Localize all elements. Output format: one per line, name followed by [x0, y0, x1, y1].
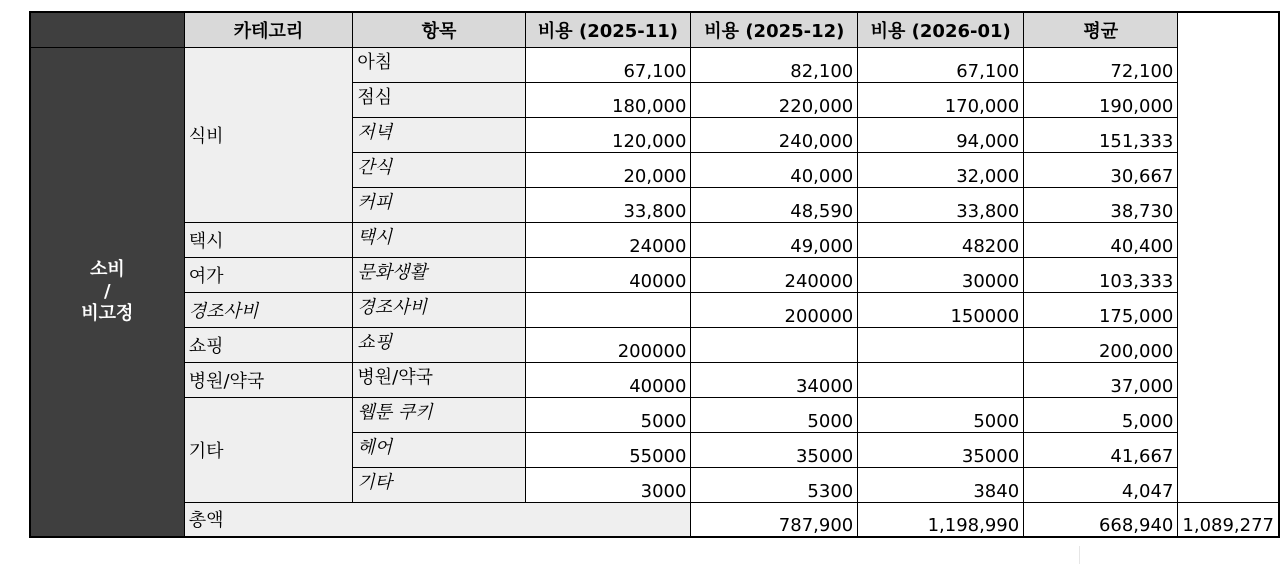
cost-cell[interactable] [858, 327, 1024, 362]
cost-cell[interactable] [525, 292, 691, 327]
header-row [30, 12, 1279, 47]
cost-cell[interactable]: 67,100 [525, 47, 691, 82]
average-cell[interactable]: 38,730 [1024, 187, 1178, 222]
cost-cell[interactable]: 200000 [691, 292, 858, 327]
cost-cell[interactable]: 55000 [525, 432, 691, 467]
category-cell-food[interactable]: 식비 [184, 47, 353, 222]
item-cell[interactable]: 기타 [353, 467, 525, 502]
cost-cell[interactable]: 49,000 [691, 222, 858, 257]
table-row [30, 257, 1279, 292]
average-cell[interactable]: 175,000 [1024, 292, 1178, 327]
table-row [30, 362, 1279, 397]
cost-cell[interactable] [691, 327, 858, 362]
total-cost-cell[interactable]: 787,900 [691, 502, 858, 537]
category-cell-shopping[interactable]: 쇼핑 [184, 327, 353, 362]
item-cell[interactable]: 헤어 [353, 432, 525, 467]
category-cell-taxi[interactable]: 택시 [184, 222, 353, 257]
header-item[interactable]: 항목 [353, 12, 525, 47]
average-cell[interactable]: 40,400 [1024, 222, 1178, 257]
item-cell[interactable]: 저녁 [353, 117, 525, 152]
cost-cell[interactable]: 82,100 [691, 47, 858, 82]
header-category[interactable]: 카테고리 [184, 12, 353, 47]
cost-cell[interactable]: 180,000 [525, 82, 691, 117]
header-blank-cell[interactable] [30, 12, 184, 47]
cost-cell[interactable]: 35000 [691, 432, 858, 467]
total-label[interactable]: 총액 [184, 502, 691, 537]
average-cell[interactable]: 151,333 [1024, 117, 1178, 152]
table-row [30, 292, 1279, 327]
expense-table [29, 11, 1280, 538]
average-cell[interactable]: 30,667 [1024, 152, 1178, 187]
cost-cell[interactable]: 40000 [525, 362, 691, 397]
cost-cell[interactable]: 33,800 [525, 187, 691, 222]
gridline-divider [1079, 546, 1080, 564]
header-cost-2025-11[interactable]: 비용 (2025-11) [525, 12, 691, 47]
average-cell[interactable]: 5,000 [1024, 397, 1178, 432]
cost-cell[interactable]: 40,000 [691, 152, 858, 187]
item-cell[interactable]: 병원/약국 [353, 362, 525, 397]
category-cell-events[interactable]: 경조사비 [184, 292, 353, 327]
item-cell[interactable]: 아침 [353, 47, 525, 82]
table-row [30, 47, 1279, 82]
average-cell[interactable]: 200,000 [1024, 327, 1178, 362]
cost-cell[interactable]: 5300 [691, 467, 858, 502]
cost-cell[interactable]: 48,590 [691, 187, 858, 222]
cost-cell[interactable]: 5000 [691, 397, 858, 432]
average-cell[interactable]: 190,000 [1024, 82, 1178, 117]
cost-cell[interactable]: 5000 [858, 397, 1024, 432]
cost-cell[interactable]: 94,000 [858, 117, 1024, 152]
total-cost-cell[interactable]: 668,940 [1024, 502, 1178, 537]
average-cell[interactable]: 72,100 [1024, 47, 1178, 82]
category-cell-etc[interactable]: 기타 [184, 397, 353, 502]
header-cost-2026-01[interactable]: 비용 (2026-01) [858, 12, 1024, 47]
cost-cell[interactable]: 40000 [525, 257, 691, 292]
item-cell[interactable]: 택시 [353, 222, 525, 257]
average-cell[interactable]: 103,333 [1024, 257, 1178, 292]
cost-cell[interactable]: 32,000 [858, 152, 1024, 187]
item-cell[interactable]: 커피 [353, 187, 525, 222]
total-row [30, 502, 1279, 537]
header-cost-2025-12[interactable]: 비용 (2025-12) [691, 12, 858, 47]
cost-cell[interactable] [858, 362, 1024, 397]
cost-cell[interactable]: 24000 [525, 222, 691, 257]
cost-cell[interactable]: 33,800 [858, 187, 1024, 222]
group-label-line: / [104, 280, 111, 302]
group-label-line: 소비 [89, 258, 125, 280]
cost-cell[interactable]: 170,000 [858, 82, 1024, 117]
table-row [30, 397, 1279, 432]
cost-cell[interactable]: 150000 [858, 292, 1024, 327]
item-cell[interactable]: 쇼핑 [353, 327, 525, 362]
cost-cell[interactable]: 35000 [858, 432, 1024, 467]
category-cell-hospital[interactable]: 병원/약국 [184, 362, 353, 397]
cost-cell[interactable]: 240000 [691, 257, 858, 292]
cost-cell[interactable]: 48200 [858, 222, 1024, 257]
cost-cell[interactable]: 34000 [691, 362, 858, 397]
item-cell[interactable]: 간식 [353, 152, 525, 187]
group-label-cell[interactable] [30, 47, 184, 537]
cost-cell[interactable]: 240,000 [691, 117, 858, 152]
table-row [30, 222, 1279, 257]
category-cell-leisure[interactable]: 여가 [184, 257, 353, 292]
cost-cell[interactable]: 67,100 [858, 47, 1024, 82]
table-row [30, 327, 1279, 362]
cost-cell[interactable]: 30000 [858, 257, 1024, 292]
cost-cell[interactable]: 3000 [525, 467, 691, 502]
total-cost-cell[interactable]: 1,198,990 [858, 502, 1024, 537]
item-cell[interactable]: 점심 [353, 82, 525, 117]
cost-cell[interactable]: 220,000 [691, 82, 858, 117]
item-cell[interactable]: 경조사비 [353, 292, 525, 327]
cost-cell[interactable]: 5000 [525, 397, 691, 432]
cost-cell[interactable]: 20,000 [525, 152, 691, 187]
cost-cell[interactable]: 200000 [525, 327, 691, 362]
average-cell[interactable]: 37,000 [1024, 362, 1178, 397]
group-label-line: 비고정 [81, 302, 134, 324]
average-cell[interactable]: 4,047 [1024, 467, 1178, 502]
cost-cell[interactable]: 120,000 [525, 117, 691, 152]
total-average-cell[interactable]: 1,089,277 [1178, 502, 1279, 537]
item-cell[interactable]: 웹툰 쿠키 [353, 397, 525, 432]
header-average[interactable]: 평균 [1024, 12, 1178, 47]
cost-cell[interactable]: 3840 [858, 467, 1024, 502]
average-cell[interactable]: 41,667 [1024, 432, 1178, 467]
item-cell[interactable]: 문화생활 [353, 257, 525, 292]
